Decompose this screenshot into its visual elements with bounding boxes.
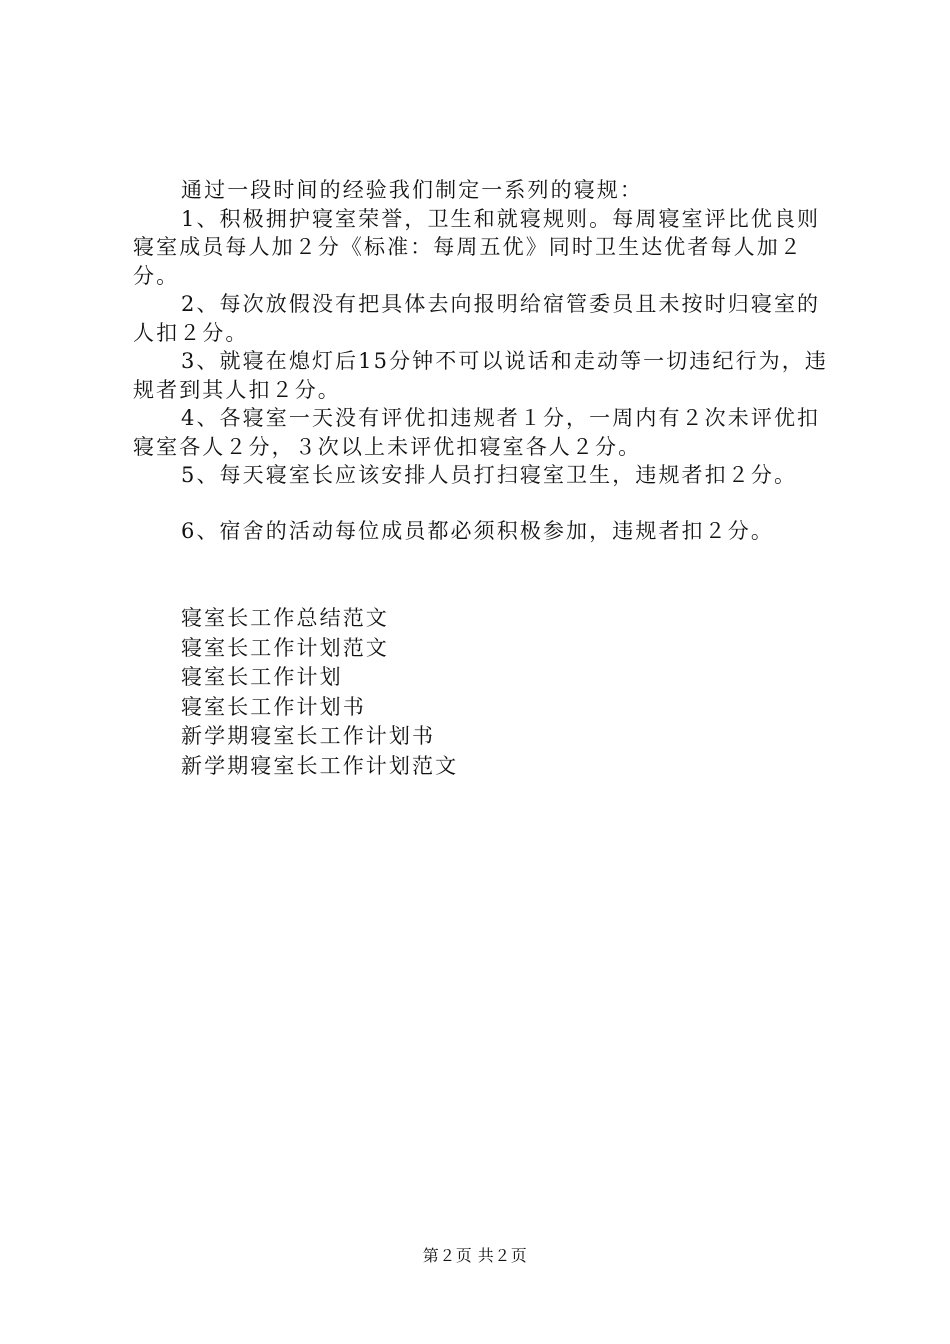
related-link[interactable]: 新学期寝室长工作计划书 — [181, 724, 436, 748]
rule-paragraph-3: 3、就寝在熄灯后15分钟不可以说话和走动等一切违纪行为，违规者到其人扣２分。 — [133, 349, 828, 402]
related-link[interactable]: 寝室长工作计划 — [181, 665, 343, 689]
rule-paragraph-2: 2、每次放假没有把具体去向报明给宿管委员且未按时归寝室的人扣２分。 — [133, 292, 821, 345]
rule-paragraph-5: 5、每天寝室长应该安排人员打扫寝室卫生，违规者扣２分。 — [181, 463, 798, 487]
rule-paragraph-1: 1、积极拥护寝室荣誉，卫生和就寝规则。每周寝室评比优良则寝室成员每人加２分《标准：每周五优》同时卫生达优者每人加２分。 — [133, 206, 821, 288]
related-link[interactable]: 寝室长工作计划范文 — [181, 635, 389, 660]
related-link[interactable]: 寝室长工作计划书 — [181, 694, 366, 719]
document-body — [133, 176, 833, 545]
related-link[interactable]: 寝室长工作总结范文 — [181, 606, 389, 630]
rule-paragraph-4: 4、各寝室一天没有评优扣违规者１分，一周内有２次未评优扣寝室各人２分，３次以上未评优扣寝室各人２分。 — [133, 406, 821, 459]
page-number-indicator: 第２页 共２页 — [422, 1246, 528, 1265]
related-links-list — [181, 604, 458, 781]
rule-paragraph-6: 6、宿舍的活动每位成员都必须积极参加，违规者扣２分。 — [181, 518, 774, 543]
related-link[interactable]: 新学期寝室长工作计划范文 — [181, 753, 459, 778]
page-footer — [0, 1243, 950, 1266]
intro-paragraph: 通过一段时间的经验我们制定一系列的寝规： — [181, 178, 643, 202]
